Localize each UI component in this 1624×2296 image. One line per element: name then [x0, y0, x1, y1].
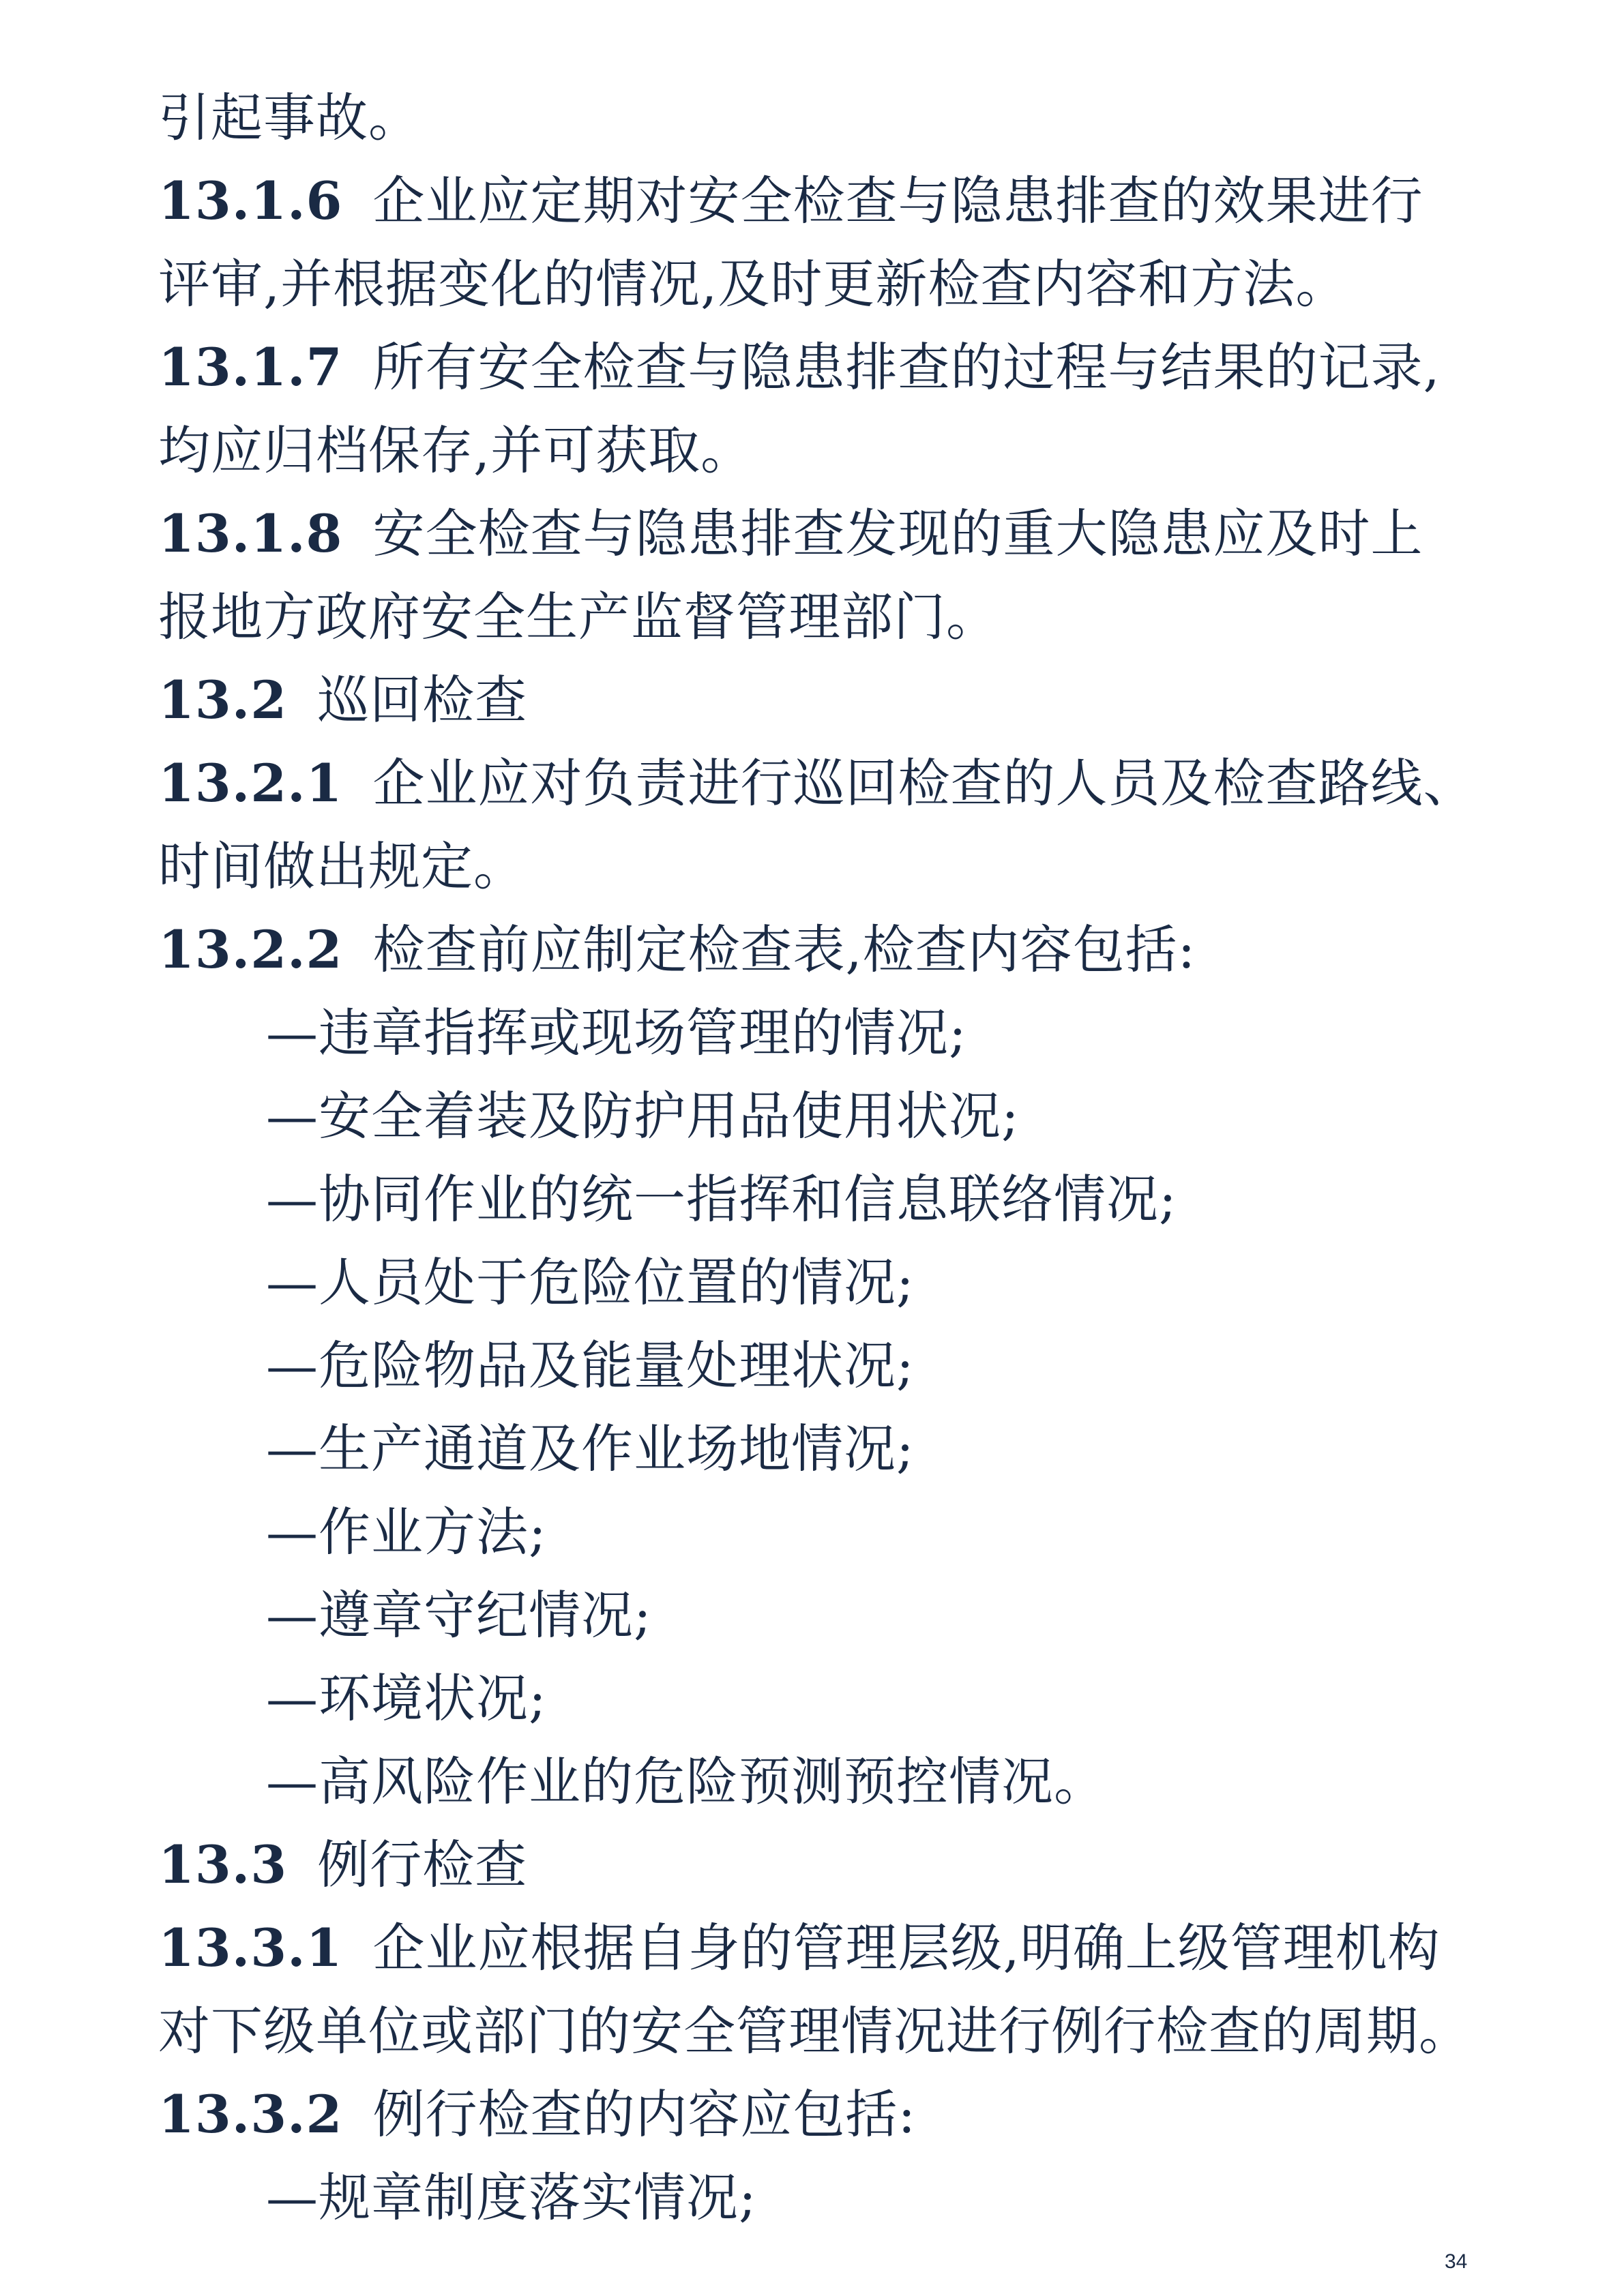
document-body	[158, 76, 1516, 2239]
list-item	[158, 992, 1516, 1075]
clause-line	[158, 908, 1516, 992]
line-text: —作业方法;	[266, 1502, 547, 1562]
list-item	[158, 1324, 1516, 1407]
clause-line	[158, 492, 1516, 576]
text-line	[158, 76, 1516, 160]
line-text: —遵章守纪情况;	[266, 1585, 652, 1645]
line-text: —生产通道及作业场地情况;	[266, 1418, 915, 1479]
line-text: 企业应定期对安全检查与隐患排查的效果进行	[372, 170, 1423, 231]
text-line	[158, 409, 1516, 492]
line-text: 例行检查的内容应包括:	[372, 2084, 917, 2145]
line-text: 所有安全检查与隐患排查的过程与结果的记录,	[372, 337, 1441, 398]
clause-number: 13.2	[158, 670, 288, 730]
line-text: 报地方政府安全生产监督管理部门。	[158, 586, 999, 647]
line-text: —规章制度落实情况;	[266, 2167, 757, 2228]
page-number: 34	[1445, 2250, 1468, 2273]
list-item	[158, 2156, 1516, 2239]
line-text: 企业应对负责进行巡回检查的人员及检查路线、	[372, 753, 1476, 814]
line-text: —违章指挥或现场管理的情况;	[266, 1002, 967, 1063]
clause-line	[158, 326, 1516, 409]
line-text: 企业应根据自身的管理层级,明确上级管理机构	[372, 1918, 1441, 1978]
clause-line	[158, 2073, 1516, 2156]
list-item	[158, 1574, 1516, 1657]
clause-number: 13.2.1	[158, 753, 343, 814]
list-item	[158, 1740, 1516, 1823]
line-text: 巡回检查	[317, 670, 528, 730]
line-text: —高风险作业的危险预测预控情况。	[266, 1751, 1106, 1812]
clause-number: 13.1.6	[158, 170, 343, 231]
clause-line	[158, 659, 1516, 742]
list-item	[158, 1241, 1516, 1324]
clause-number: 13.1.8	[158, 503, 343, 564]
list-item	[158, 1158, 1516, 1241]
line-text: —人员处于危险位置的情况;	[266, 1252, 915, 1313]
list-item	[158, 1407, 1516, 1491]
line-text: 评审,并根据变化的情况,及时更新检查内容和方法。	[158, 254, 1348, 314]
line-text: 安全检查与隐患排查发现的重大隐患应及时上	[372, 503, 1423, 564]
line-text: 均应归档保存,并可获取。	[158, 420, 754, 481]
clause-number: 13.3	[158, 1834, 288, 1895]
clause-line	[158, 160, 1516, 243]
clause-line	[158, 742, 1516, 825]
list-item	[158, 1075, 1516, 1158]
list-item	[158, 1657, 1516, 1740]
clause-number: 13.2.2	[158, 919, 343, 980]
clause-line	[158, 1907, 1516, 1990]
line-text: 检查前应制定检查表,检查内容包括:	[372, 919, 1196, 980]
list-item	[158, 1491, 1516, 1574]
line-text: 时间做出规定。	[158, 836, 526, 897]
line-text: 对下级单位或部门的安全管理情况进行例行检查的周期。	[158, 2001, 1471, 2061]
clause-line	[158, 1823, 1516, 1907]
text-line	[158, 243, 1516, 326]
line-text: —危险物品及能量处理状况;	[266, 1335, 915, 1396]
text-line	[158, 1990, 1516, 2073]
line-text: 引起事故。	[158, 87, 421, 148]
text-line	[158, 825, 1516, 908]
line-text: 例行检查	[317, 1834, 528, 1895]
text-line	[158, 576, 1516, 659]
clause-number: 13.3.1	[158, 1918, 343, 1978]
line-text: —协同作业的统一指挥和信息联络情况;	[266, 1169, 1177, 1229]
clause-number: 13.1.7	[158, 337, 343, 398]
clause-number: 13.3.2	[158, 2084, 343, 2145]
line-text: —安全着装及防护用品使用状况;	[266, 1086, 1020, 1146]
line-text: —环境状况;	[266, 1668, 547, 1729]
